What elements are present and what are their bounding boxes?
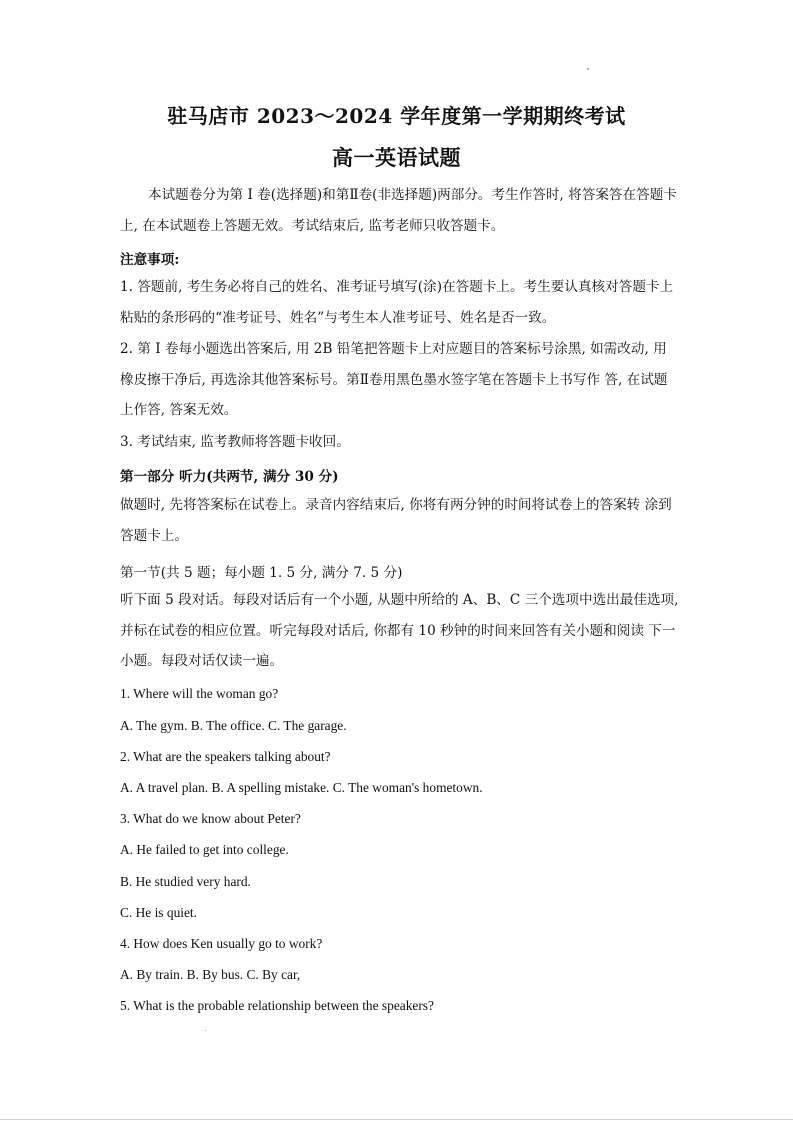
- section1-instructions: 听下面 5 段对话。每段对话后有一个小题, 从题中所给的 A、B、C 三个选项中选出最佳选项, 并标在试卷的相应位置。听完每段对话后, 你都有 10 秒钟的时间来回答有关小题和阅读 下一小题。每段对话仅读一遍。: [120, 592, 679, 669]
- exam-title: 驻马店市 2023～2024 学年度第一学期期终考试: [167, 104, 626, 128]
- scan-speck: [587, 68, 589, 70]
- part1-instructions: 做题时, 先将答案标在试卷上。录音内容结束后, 你将有两分钟的时间将试卷上的答案转 涂到答题卡上。: [120, 497, 672, 544]
- notice-item-2: 2. 第 I 卷每小题选出答案后, 用 2B 铅笔把答题卡上对应题目的答案标号涂黑, 如需改动, 用橡皮擦干净后, 再选涂其他答案标号。第Ⅱ卷用黑色墨水签字笔在答题卡上书写作 答, 在试题上作答, 答案无效。: [120, 341, 668, 418]
- question-2: 2. What are the speakers talking about?: [120, 749, 331, 764]
- question-4-options: A. By train. B. By bus. C. By car,: [120, 967, 301, 982]
- question-3-option-a: A. He failed to get into college.: [120, 842, 289, 857]
- section1-heading: 第一节(共 5 题；每小题 1. 5 分, 满分 7. 5 分): [120, 565, 403, 581]
- question-5: 5. What is the probable relationship between the speakers?: [120, 998, 434, 1013]
- scan-speck: [205, 1030, 206, 1031]
- exam-subtitle: 高一英语试题: [332, 145, 461, 170]
- part1-heading: 第一部分 听力(共两节, 满分 30 分): [120, 469, 339, 485]
- notice-item-1: 1. 答题前, 考生务必将自己的姓名、准考证号填写(涂)在答题卡上。考生要认真核对答题卡上粘贴的条形码的“准考证号、姓名”与考生本人准考证号、姓名是否一致。: [120, 279, 674, 326]
- question-2-options: A. A travel plan. B. A spelling mistake. C. The woman's hometown.: [120, 780, 483, 795]
- question-3: 3. What do we know about Peter?: [120, 811, 301, 826]
- question-4: 4. How does Ken usually go to work?: [120, 936, 323, 951]
- question-1: 1. Where will the woman go?: [120, 686, 279, 701]
- question-3-option-c: C. He is quiet.: [120, 905, 197, 920]
- notice-heading: 注意事项:: [120, 252, 180, 268]
- page-bottom-edge: [0, 1119, 793, 1120]
- question-3-option-b: B. He studied very hard.: [120, 874, 251, 889]
- question-1-options: A. The gym. B. The office. C. The garage.: [120, 718, 347, 733]
- notice-item-3: 3. 考试结束, 监考教师将答题卡收回。: [120, 434, 350, 450]
- intro-paragraph: 本试题卷分为第 I 卷(选择题)和第Ⅱ卷(非选择题)两部分。考生作答时, 将答案答在答题卡上, 在本试题卷上答题无效。考试结束后, 监考老师只收答题卡。: [120, 187, 677, 234]
